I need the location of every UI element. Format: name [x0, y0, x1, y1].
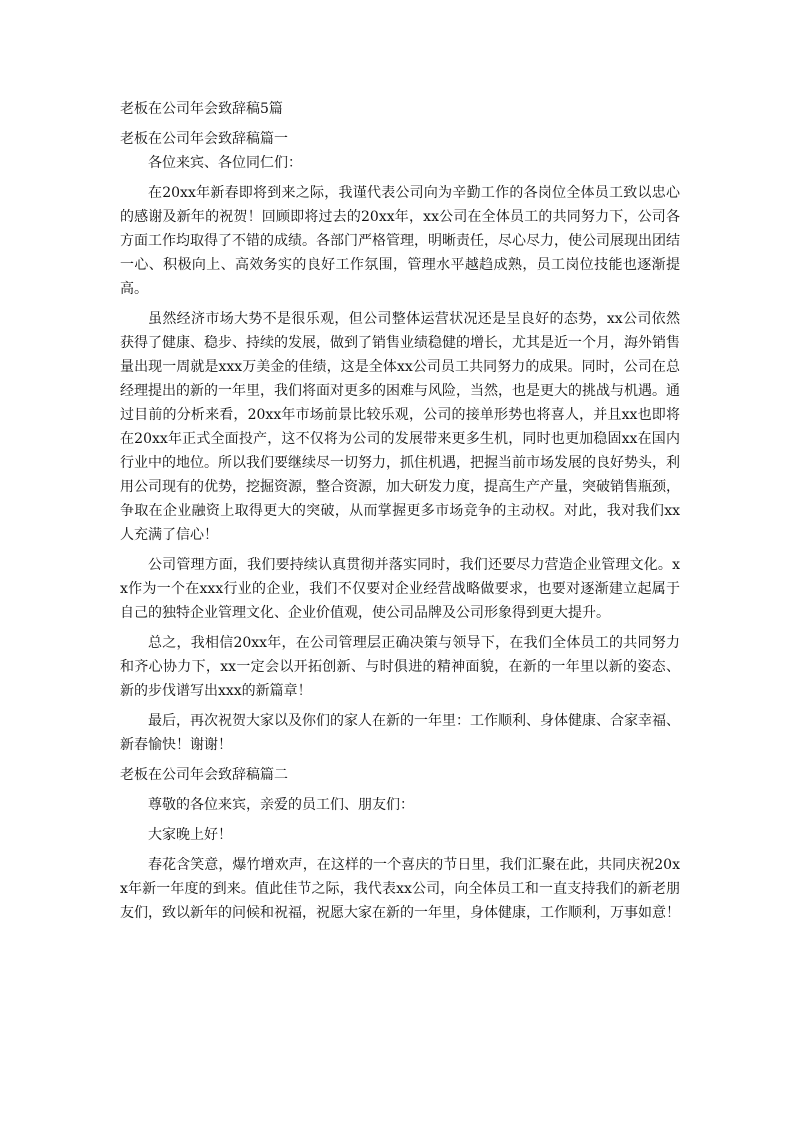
section-1-paragraph: 虽然经济市场大势不是很乐观，但公司整体运营状况还是呈良好的态势，xx公司依然获得了健康、稳步、持续的发展，做到了销售业绩稳健的增长，尤其是近一个月，海外销售量出现一周就是xxx万美金的佳绩，这是全体xx公司员工共同努力的成果。同时，公司在总经理提出的新的一年里，我们将面对更多的困难与风险，当然，也是更大的挑战与机遇。通过目前的分析来看，20xx年市场前景比较乐观，公司的接单形势也将喜人，并且xx也即将在20xx年正式全面投产，这不仅将为公司的发展带来更多生机，同时也更加稳固xx在国内行业中的地位。所以我们要继续尽一切努力，抓住机遇，把握当前市场发展的良好势头，利用公司现有的优势，挖掘资源，整合资源，加大研发力度，提高生产产量，突破销售瓶颈，争取在企业融资上取得更大的突破，从而掌握更多市场竞争的主动权。对此，我对我们xx人充满了信心！ [120, 311, 680, 543]
section-1-paragraph: 总之，我相信20xx年，在公司管理层正确决策与领导下，在我们全体员工的共同努力和齐心协力下，xx一定会以开拓创新、与时俱进的精神面貌，在新的一年里以新的姿态、新的步伐谱写出xxx的新篇章！ [120, 635, 680, 699]
document-title: 老板在公司年会致辞稿5篇 [120, 101, 283, 117]
section-1-heading: 老板在公司年会致辞稿篇一 [120, 131, 288, 147]
section-2-heading: 老板在公司年会致辞稿篇二 [120, 767, 288, 783]
section-2-greeting: 大家晚上好！ [148, 827, 232, 843]
section-2-paragraph: 春花含笑意，爆竹增欢声，在这样的一个喜庆的节日里，我们汇聚在此，共同庆祝20xx年新一年度的到来。值此佳节之际，我代表xx公司，向全体员工和一直支持我们的新老朋友们，致以新年的问候和祝福，祝愿大家在新的一年里，身体健康，工作顺利，万事如意！ [120, 857, 680, 921]
section-1-salutation: 各位来宾、各位同仁们： [148, 155, 302, 171]
section-1-paragraph: 在20xx年新春即将到来之际，我谨代表公司向为辛勤工作的各岗位全体员工致以忠心的感谢及新年的祝贺！回顾即将过去的20xx年，xx公司在全体员工的共同努力下，公司各方面工作均取得了不错的成绩。各部门严格管理，明晰责任，尽心尽力，使公司展现出团结一心、积极向上、高效务实的良好工作氛围，管理水平越趋成熟，员工岗位技能也逐渐提高。 [120, 185, 680, 297]
section-2-salutation: 尊敬的各位来宾，亲爱的员工们、朋友们： [148, 797, 414, 813]
section-1-closing: 最后，再次祝贺大家以及你们的家人在新的一年里：工作顺利、身体健康、合家幸福、新春愉快！谢谢！ [120, 713, 680, 753]
section-1-paragraph: 公司管理方面，我们要持续认真贯彻并落实同时，我们还要尽力营造企业管理文化。xx作为一个在xxx行业的企业，我们不仅要对企业经营战略做要求，也要对逐渐建立起属于自己的独特企业管理文化、企业价值观，使公司品牌及公司形象得到更大提升。 [120, 557, 680, 621]
document-body [120, 97, 680, 931]
